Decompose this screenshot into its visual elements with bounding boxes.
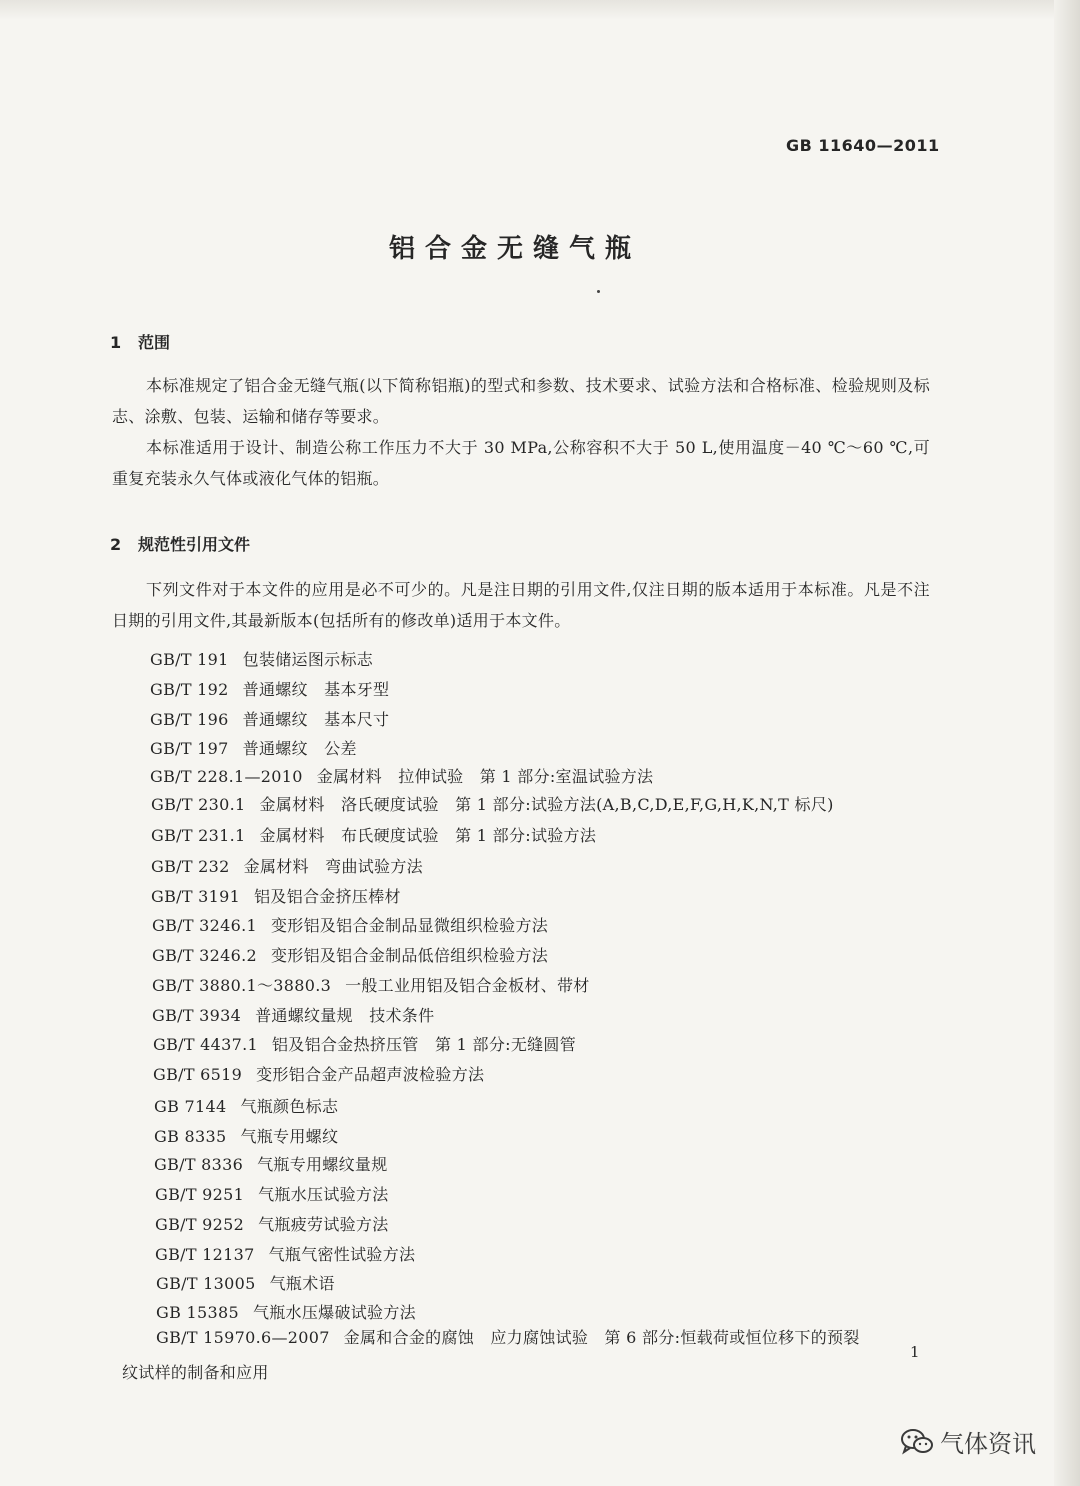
reference-item (150, 736, 357, 759)
reference-title: 普通螺纹 基本牙型 (242, 680, 390, 699)
reference-item (152, 973, 590, 996)
reference-title: 气瓶专用螺纹量规 (257, 1155, 388, 1174)
wechat-icon (900, 1427, 934, 1457)
reference-item (155, 1182, 389, 1205)
reference-code: GB/T 8336 (154, 1155, 244, 1174)
reference-title: 金属材料 拉伸试验 第 1 部分:室温试验方法 (316, 767, 654, 786)
section-number: 1 (110, 333, 122, 352)
reference-code: GB/T 231.1 (151, 826, 246, 845)
section-title: 范围 (138, 333, 171, 352)
reference-code: GB/T 3246.1 (152, 916, 257, 935)
reference-code: GB/T 9251 (155, 1185, 245, 1204)
watermark (900, 1424, 1036, 1459)
reference-item (150, 764, 653, 787)
reference-item (150, 677, 389, 700)
reference-item (153, 1062, 484, 1085)
reference-title: 金属材料 弯曲试验方法 (243, 857, 423, 876)
reference-title: 铝及铝合金挤压棒材 (254, 887, 401, 906)
reference-code: GB/T 6519 (153, 1065, 243, 1084)
reference-code: GB/T 4437.1 (153, 1035, 258, 1054)
reference-title: 变形铝及铝合金制品低倍组织检验方法 (270, 946, 549, 965)
reference-item (154, 1094, 338, 1117)
reference-item (151, 884, 401, 907)
reference-code: GB/T 12137 (155, 1245, 255, 1264)
reference-code: GB/T 228.1—2010 (150, 767, 303, 786)
reference-code: GB/T 191 (150, 650, 229, 669)
reference-item (150, 647, 373, 670)
reference-title: 气瓶专用螺纹 (240, 1127, 339, 1146)
reference-code: GB 7144 (154, 1097, 227, 1116)
reference-title: 一般工业用铝及铝合金板材、带材 (345, 976, 590, 995)
reference-code: GB/T 9252 (155, 1215, 245, 1234)
reference-code: GB/T 3191 (151, 887, 241, 906)
reference-item (156, 1271, 335, 1294)
section-number: 2 (110, 535, 122, 554)
reference-item (155, 1212, 389, 1235)
section-2-intro: 下列文件对于本文件的应用是必不可少的。凡是注日期的引用文件,仅注日期的版本适用于本标准。凡是不注日期的引用文件,其最新版本(包括所有的修改单)适用于本文件。 (112, 580, 930, 630)
reference-title: 气瓶颜色标志 (240, 1097, 339, 1116)
reference-item (151, 792, 834, 815)
reference-code: GB/T 232 (151, 857, 230, 876)
section-1-paragraph-1: 本标准规定了铝合金无缝气瓶(以下简称铝瓶)的型式和参数、技术要求、试验方法和合格标准、检验规则及标志、涂敷、包装、运输和储存等要求。 (112, 376, 930, 426)
section-1-paragraph-2: 本标准适用于设计、制造公称工作压力不大于 30 MPa,公称容积不大于 50 L,使用温度－40 ℃～60 ℃,可重复充装永久气体或液化气体的铝瓶。 (112, 438, 930, 488)
reference-code: GB/T 230.1 (151, 795, 246, 814)
reference-item (155, 1242, 415, 1265)
reference-item (152, 1003, 434, 1026)
reference-code: GB/T 15970.6—2007 (156, 1328, 330, 1347)
reference-title: 金属材料 洛氏硬度试验 第 1 部分:试验方法(A,B,C,D,E,F,G,H,K,N,T 标尺) (259, 795, 834, 814)
standard-number: GB 11640—2011 (786, 136, 940, 155)
reference-title: 金属材料 布氏硬度试验 第 1 部分:试验方法 (259, 826, 597, 845)
reference-item (156, 1325, 860, 1348)
reference-item (151, 854, 423, 877)
reference-title: 气瓶术语 (269, 1274, 335, 1293)
reference-item (154, 1124, 338, 1147)
reference-code: GB/T 192 (150, 680, 229, 699)
reference-item (154, 1152, 388, 1175)
reference-item (152, 943, 548, 966)
reference-code: GB 8335 (154, 1127, 227, 1146)
reference-title: 金属和合金的腐蚀 应力腐蚀试验 第 6 部分:恒载荷或恒位移下的预裂 (343, 1328, 860, 1347)
reference-title: 普通螺纹 基本尺寸 (242, 710, 390, 729)
reference-code: GB 15385 (156, 1303, 239, 1322)
page-number: 1 (910, 1343, 920, 1361)
reference-title: 气瓶水压爆破试验方法 (252, 1303, 416, 1322)
reference-title: 变形铝合金产品超声波检验方法 (256, 1065, 485, 1084)
reference-item (153, 1032, 576, 1055)
reference-title: 气瓶水压试验方法 (258, 1185, 389, 1204)
reference-title: 普通螺纹量规 技术条件 (255, 1006, 435, 1025)
section-2-heading (110, 532, 250, 555)
watermark-text: 气体资讯 (940, 1430, 1036, 1458)
reference-title: 铝及铝合金热挤压管 第 1 部分:无缝圆管 (271, 1035, 577, 1054)
reference-code: GB/T 3880.1～3880.3 (152, 976, 332, 995)
section-1-heading (110, 330, 170, 353)
reference-title: 变形铝及铝合金制品显微组织检验方法 (270, 916, 549, 935)
reference-title: 气瓶疲劳试验方法 (258, 1215, 389, 1234)
stray-mark (597, 290, 600, 293)
reference-continuation: 纹试样的制备和应用 (122, 1363, 269, 1382)
reference-code: GB/T 197 (150, 739, 229, 758)
reference-code: GB/T 13005 (156, 1274, 256, 1293)
reference-code: GB/T 196 (150, 710, 229, 729)
document-title: 铝合金无缝气瓶 (388, 234, 641, 264)
scan-edge (1054, 0, 1080, 1486)
reference-title: 包装储运图示标志 (242, 650, 374, 669)
reference-title: 气瓶气密性试验方法 (268, 1245, 416, 1264)
reference-item (156, 1300, 416, 1323)
reference-item (151, 823, 596, 846)
reference-code: GB/T 3934 (152, 1006, 242, 1025)
scan-shadow (0, 0, 1080, 20)
reference-title: 普通螺纹 公差 (242, 739, 357, 758)
reference-code: GB/T 3246.2 (152, 946, 257, 965)
reference-item (150, 707, 389, 730)
reference-item (152, 913, 548, 936)
section-title: 规范性引用文件 (138, 535, 251, 554)
